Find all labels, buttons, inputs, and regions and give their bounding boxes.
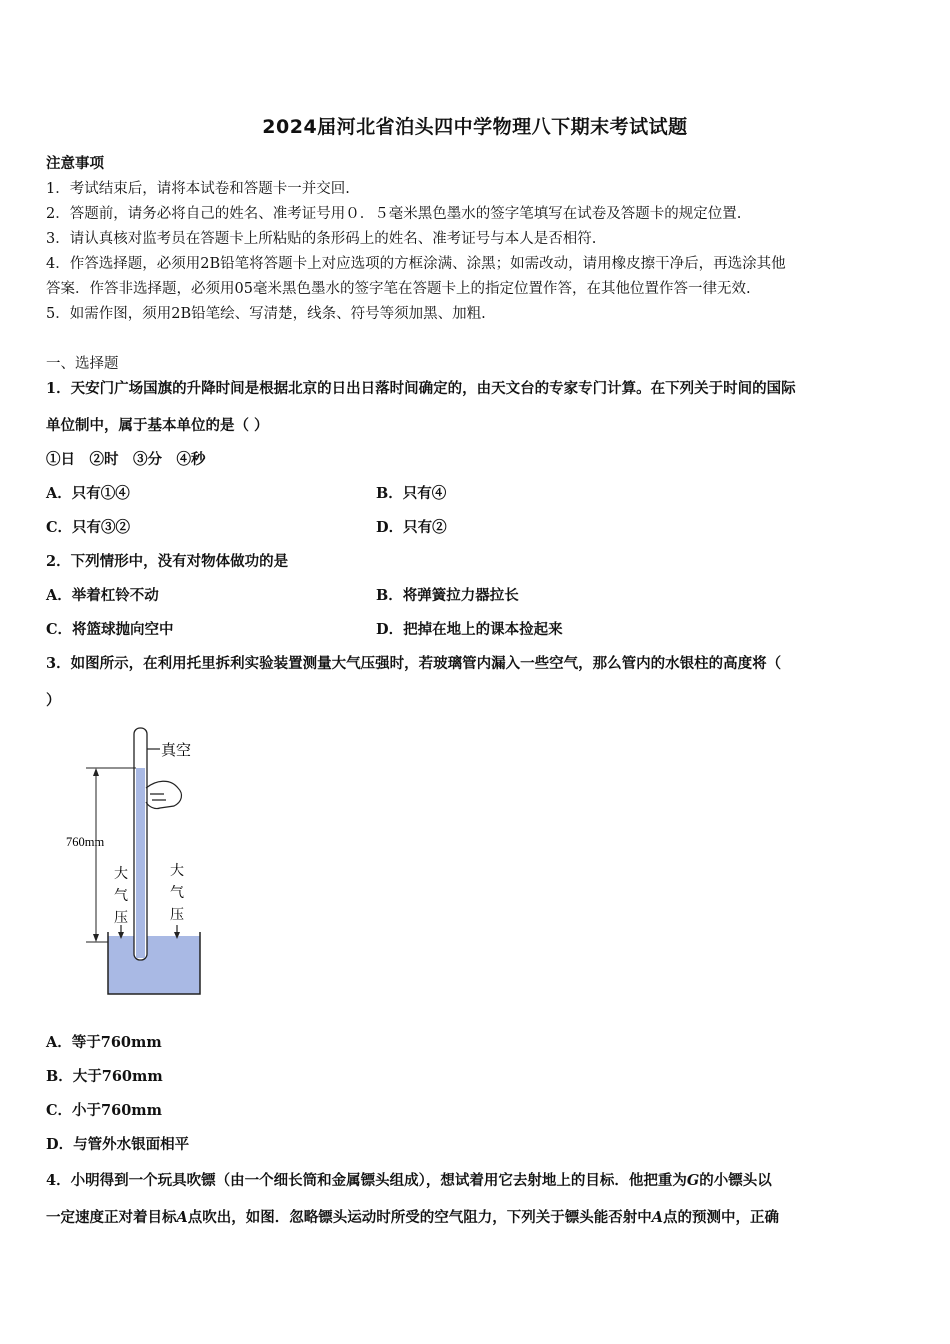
q3-option-c[interactable]: C．小于760mm — [46, 1102, 162, 1119]
left-pressure-char: 压 — [114, 910, 128, 926]
q4-stem-line2 — [46, 1206, 779, 1227]
notice-item: 4．作答选择题，必须用2B铅笔将答题卡上对应选项的方框涂满、涂黑；如需改动，请用橡皮擦干净后，再选涂其他 — [46, 256, 786, 272]
vacuum-label: 真空 — [161, 741, 192, 759]
page-title: 2024届河北省泊头四中学物理八下期末考试试题 — [262, 116, 688, 138]
mercury-basin-fill — [108, 936, 200, 994]
q2-option-a[interactable]: A．举着杠铃不动 — [46, 587, 159, 604]
left-pressure-char: 气 — [114, 888, 128, 904]
q2-option-c[interactable]: C．将篮球抛向空中 — [46, 621, 174, 638]
q1-stem-line2: 单位制中，属于基本单位的是（ ） — [46, 417, 269, 434]
q4-text: 的小镖头以 — [699, 1172, 772, 1189]
q3-stem-line1: 3．如图所示，在利用托里拆利实验装置测量大气压强时，若玻璃管内漏入一些空气，那么管内的水银柱的高度将（ — [46, 655, 782, 672]
section-heading: 一、选择题 — [46, 356, 119, 372]
q3-option-a[interactable]: A．等于760mm — [46, 1034, 162, 1051]
q1-stem-line1: 1．天安门广场国旗的升降时间是根据北京的日出日落时间确定的，由天文台的专家专门计算。在下列关于时间的国际 — [46, 380, 796, 397]
left-pressure-char: 大 — [114, 866, 128, 882]
q4-stem-line1 — [46, 1169, 772, 1190]
q4-text: 点的预测中，正确 — [663, 1209, 780, 1226]
q3-option-d[interactable]: D．与管外水银面相平 — [46, 1136, 190, 1153]
q4-text: 4．小明得到一个玩具吹镖（由一个细长筒和金属镖头组成），想试着用它去射地上的目标．他把重为 — [46, 1172, 687, 1189]
height-label: 760mm — [66, 835, 105, 849]
right-pressure-char: 大 — [170, 863, 184, 879]
q1-units: ①日 ②时 ③分 ④秒 — [46, 451, 206, 468]
notice-item: 3．请认真核对监考员在答题卡上所粘贴的条形码上的姓名、准考证号与本人是否相符. — [46, 231, 597, 247]
q1-option-a[interactable]: A．只有①④ — [46, 485, 130, 502]
q2-stem: 2．下列情形中，没有对物体做功的是 — [46, 553, 289, 570]
q4-var-a: A — [176, 1209, 188, 1226]
mercury-column — [136, 768, 145, 958]
height-arrow-down — [93, 934, 99, 942]
q4-var-g: G — [686, 1172, 700, 1189]
q1-option-b[interactable]: B．只有④ — [376, 485, 447, 502]
hand-icon — [146, 781, 181, 808]
q1-option-d[interactable]: D．只有② — [376, 519, 447, 536]
q3-option-b[interactable]: B．大于760mm — [46, 1068, 163, 1085]
right-pressure-char: 气 — [170, 885, 184, 901]
torricelli-figure — [60, 722, 220, 1002]
q4-text: 一定速度正对着目标 — [46, 1209, 177, 1226]
notice-item: 1．考试结束后，请将本试卷和答题卡一并交回. — [46, 181, 350, 197]
right-pressure-char: 压 — [170, 907, 184, 923]
notice-item: 答案．作答非选择题，必须用05毫米黑色墨水的签字笔在答题卡上的指定位置作答，在其他位置作答一律无效. — [46, 281, 751, 297]
q2-option-d[interactable]: D．把掉在地上的课本捡起来 — [376, 621, 563, 638]
q1-option-c[interactable]: C．只有③② — [46, 519, 131, 536]
notice-heading: 注意事项 — [46, 155, 104, 172]
q2-option-b[interactable]: B．将弹簧拉力器拉长 — [376, 587, 519, 604]
q4-var-a: A — [651, 1209, 664, 1226]
notice-item: 5．如需作图，须用2B铅笔绘、写清楚，线条、符号等须加黑、加粗. — [46, 306, 486, 322]
q3-stem-line2: ） — [46, 692, 61, 709]
notice-item: 2．答题前，请务必将自己的姓名、准考证号用０．５毫米黑色墨水的签字笔填写在试卷及答题卡的规定位置. — [46, 206, 742, 222]
height-arrow-up — [93, 768, 99, 776]
q4-text: 点吹出，如图．忽略镖头运动时所受的空气阻力，下列关于镖头能否射中 — [187, 1209, 652, 1226]
